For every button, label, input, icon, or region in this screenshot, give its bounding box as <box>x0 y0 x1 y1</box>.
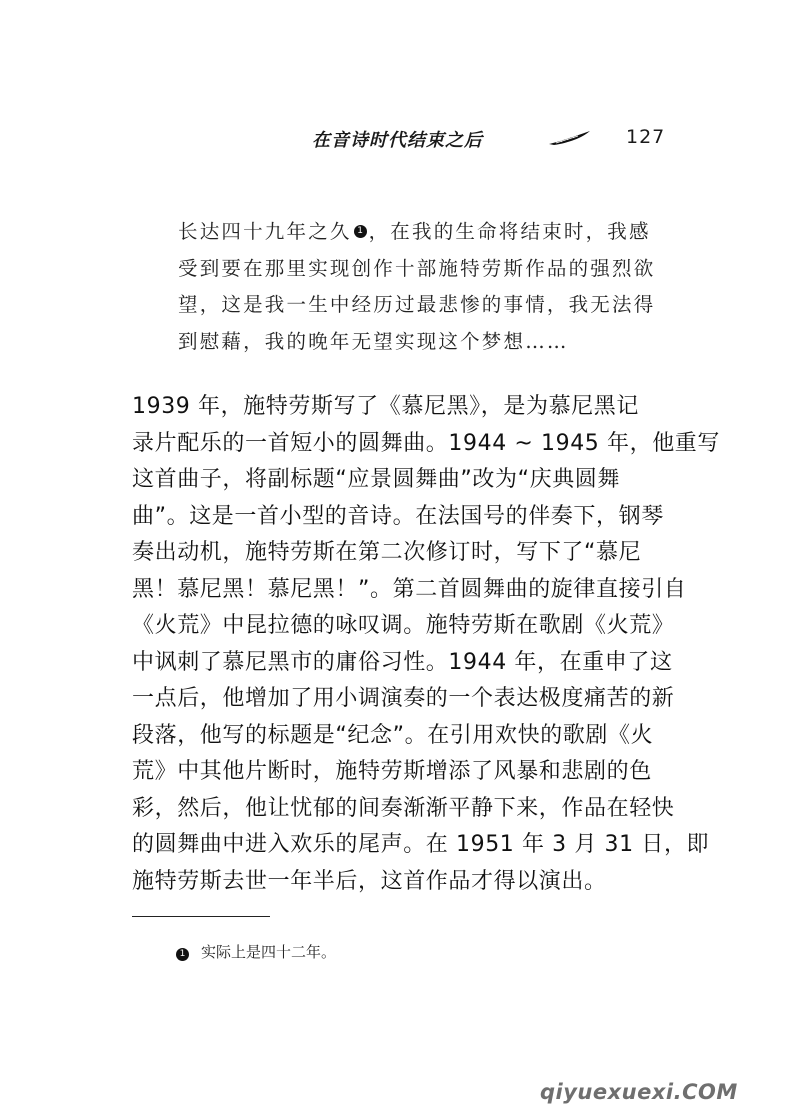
quote-line: 到慰藉，我的晚年无望实现这个梦想…… <box>178 329 569 353</box>
quote-line: 望，这是我一生中经历过最悲惨的事情，我无法得 <box>178 293 656 316</box>
body-line: 奏出动机，施特劳斯在第二次修订时，写下了“慕尼 <box>132 540 642 565</box>
body-paragraph <box>132 389 720 900</box>
running-header <box>300 124 680 154</box>
body-line: 的圆舞曲中进入欢乐的尾声。在 1951 年 3 月 31 日，即 <box>132 832 710 857</box>
quote-line <box>178 214 704 251</box>
body-line: 这首曲子，将副标题“应景圆舞曲”改为“庆典圆舞 <box>132 467 620 492</box>
footnote <box>176 941 336 962</box>
body-line: 施特劳斯去世一年半后，这首作品才得以演出。 <box>132 868 607 894</box>
body-line: 一点后，他增加了用小调演奏的一个表达极度痛苦的新 <box>132 686 675 711</box>
body-line: 段落，他写的标题是“纪念”。在引用欢快的歌剧《火 <box>132 722 654 748</box>
body-line: 荒》中其他片断时，施特劳斯增添了风暴和悲剧的色 <box>132 759 652 784</box>
footnote-marker: 1 <box>176 948 189 961</box>
body-line: 曲”。这是一首小型的音诗。在法国号的伴奏下，钢琴 <box>132 503 664 529</box>
chapter-title: 在音诗时代结束之后 <box>312 130 483 151</box>
body-line: 中讽刺了慕尼黑市的庸俗习性。1944 年，在重申了这 <box>132 649 673 675</box>
body-line: 1939 年，施特劳斯写了《慕尼黑》，是为慕尼黑记 <box>132 394 639 419</box>
footnote-divider <box>132 916 270 917</box>
body-line: 黑！慕尼黑！慕尼黑！”。第二首圆舞曲的旋律直接引自 <box>132 576 687 602</box>
page-number: 127 <box>626 126 666 148</box>
quill-icon <box>548 130 592 146</box>
body-line: 《火荒》中昆拉德的咏叹调。施特劳斯在歌剧《火荒》 <box>132 613 675 638</box>
quote-line-text: ，在我的生命将结束时，我感 <box>368 220 651 243</box>
footnote-reference-marker[interactable]: 1 <box>354 225 367 238</box>
body-line: 录片配乐的一首短小的圆舞曲。1944 ~ 1945 年，他重写 <box>132 430 720 456</box>
quotation-block <box>178 214 704 360</box>
quote-line-text: 长达四十九年之久 <box>178 220 352 243</box>
footnote-text: 实际上是四十二年。 <box>201 943 337 961</box>
quote-line: 受到要在那里实现创作十部施特劳斯作品的强烈欲 <box>178 256 656 280</box>
body-line: 彩，然后，他让忧郁的间奏渐渐平静下来，作品在轻快 <box>132 795 675 821</box>
site-watermark: qiyuexuexi.COM <box>540 1080 738 1104</box>
